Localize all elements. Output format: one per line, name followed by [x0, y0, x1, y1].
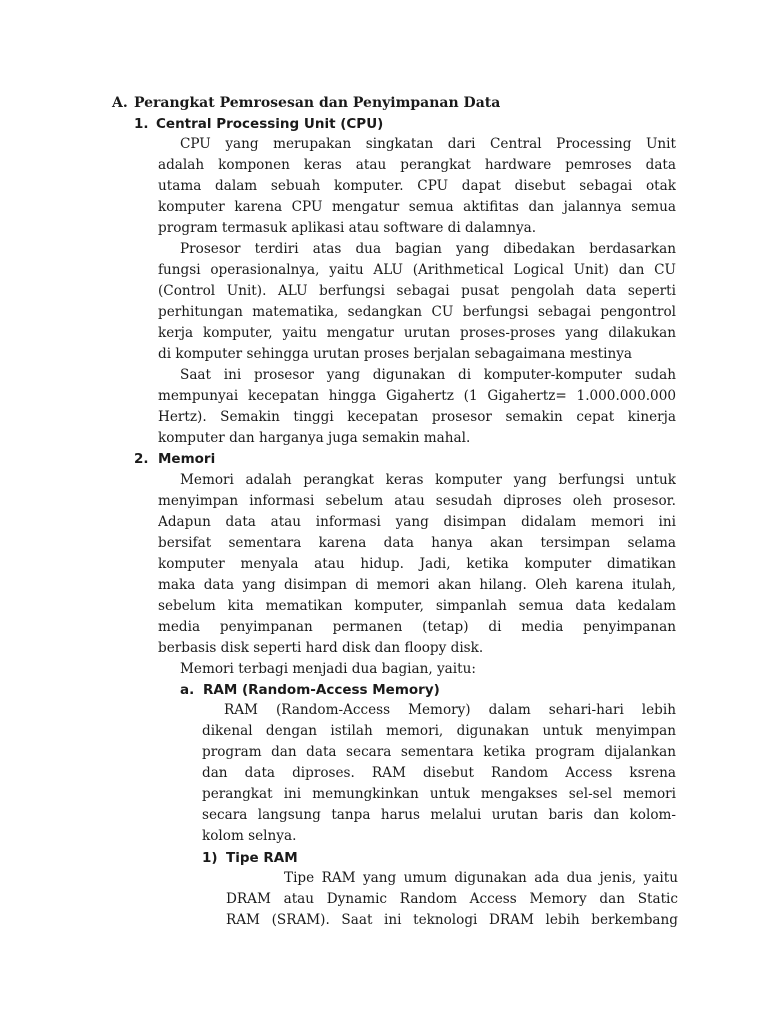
paragraph-line: Adapun data atau informasi yang disimpan didalam memori ini — [158, 514, 676, 530]
paragraph-line: secara langsung tanpa harus melalui urutan baris dan kolom- — [202, 807, 676, 823]
paragraph-line: komputer dan harganya juga semakin mahal. — [158, 430, 471, 446]
paragraph-line: komputer menyala atau hidup. Jadi, ketika komputer dimatikan — [158, 556, 676, 572]
ram-title: RAM (Random-Access Memory) — [203, 682, 440, 698]
paragraph-line: di komputer sehingga urutan proses berjalan sebagaimana mestinya — [158, 346, 633, 362]
paragraph-line: mempunyai kecepatan hingga Gigahertz (1 Gigahertz= 1.000.000.000 — [158, 388, 676, 404]
paragraph-line: maka data yang disimpan di memori akan hilang. Oleh karena itulah, — [158, 577, 676, 593]
paragraph-line: sebelum kita mematikan komputer, simpanlah semua data kedalam — [158, 598, 676, 614]
paragraph-line: Saat ini prosesor yang digunakan di komputer-komputer sudah — [180, 367, 676, 383]
paragraph-line: dan data diproses. RAM disebut Random Access ksrena — [202, 765, 676, 781]
paragraph-line: bersifat sementara karena data hanya akan tersimpan selama — [158, 535, 676, 551]
paragraph-line: berbasis disk seperti hard disk dan floopy disk. — [158, 640, 484, 656]
paragraph-line: (Control Unit). ALU berfungsi sebagai pusat pengolah data seperti — [158, 283, 676, 299]
paragraph-line: perangkat ini memungkinkan untuk mengakses sel-sel memori — [202, 786, 676, 802]
tipe-ram-number: 1) — [202, 850, 218, 866]
memori-body — [158, 470, 676, 680]
paragraph-line: Tipe RAM yang umum digunakan ada dua jenis, yaitu — [284, 870, 678, 886]
paragraph-line: dikenal dengan istilah memori, digunakan untuk menyimpan — [202, 723, 676, 739]
paragraph-line: RAM (SRAM). Saat ini teknologi DRAM lebih berkembang — [226, 912, 678, 928]
tipe-ram-title: Tipe RAM — [226, 850, 298, 866]
ram-number: a. — [180, 682, 195, 698]
paragraph-line: Prosesor terdiri atas dua bagian yang dibedakan berdasarkan — [180, 241, 676, 257]
tipe-ram-body — [226, 868, 678, 931]
ram-body — [202, 700, 676, 847]
paragraph-line: program dan data secara sementara ketika program dijalankan — [202, 744, 676, 760]
paragraph-line: adalah komponen keras atau perangkat hardware pemroses data — [158, 157, 676, 173]
paragraph-line: komputer karena CPU mengatur semua aktifitas dan jalannya semua — [158, 199, 676, 215]
section-label: A. — [112, 95, 128, 111]
section-heading — [112, 93, 500, 113]
paragraph-line: DRAM atau Dynamic Random Access Memory dan Static — [226, 891, 678, 907]
paragraph-line: CPU yang merupakan singkatan dari Central Processing Unit — [180, 136, 676, 152]
paragraph-line: utama dalam sebuah komputer. CPU dapat disebut sebagai otak — [158, 178, 676, 194]
paragraph-line: program termasuk aplikasi atau software di dalamnya. — [158, 220, 537, 236]
tipe-ram-heading — [202, 848, 298, 868]
memori-title: Memori — [158, 451, 216, 467]
paragraph-line: media penyimpanan permanen (tetap) di media penyimpanan — [158, 619, 676, 635]
paragraph-line: menyimpan informasi sebelum atau sesudah diproses oleh prosesor. — [158, 493, 676, 509]
paragraph-line: kolom selnya. — [202, 828, 297, 844]
cpu-number: 1. — [134, 116, 149, 132]
memori-number: 2. — [134, 451, 149, 467]
memori-heading — [134, 449, 215, 469]
paragraph-line: RAM (Random-Access Memory) dalam sehari-hari lebih — [224, 702, 676, 718]
cpu-title: Central Processing Unit (CPU) — [156, 116, 384, 132]
ram-heading — [180, 680, 440, 700]
paragraph-line: Memori adalah perangkat keras komputer yang berfungsi untuk — [180, 472, 676, 488]
paragraph-line: perhitungan matematika, sedangkan CU berfungsi sebagai pengontrol — [158, 304, 676, 320]
cpu-heading — [134, 114, 383, 134]
paragraph-line: Memori terbagi menjadi dua bagian, yaitu: — [180, 661, 476, 677]
paragraph-line: fungsi operasionalnya, yaitu ALU (Arithmetical Logical Unit) dan CU — [158, 262, 676, 278]
paragraph-line: kerja komputer, yaitu mengatur urutan proses-proses yang dilakukan — [158, 325, 676, 341]
paragraph-line: Hertz). Semakin tinggi kecepatan prosesor semakin cepat kinerja — [158, 409, 676, 425]
section-title: Perangkat Pemrosesan dan Penyimpanan Data — [134, 95, 501, 111]
cpu-body — [158, 134, 676, 449]
